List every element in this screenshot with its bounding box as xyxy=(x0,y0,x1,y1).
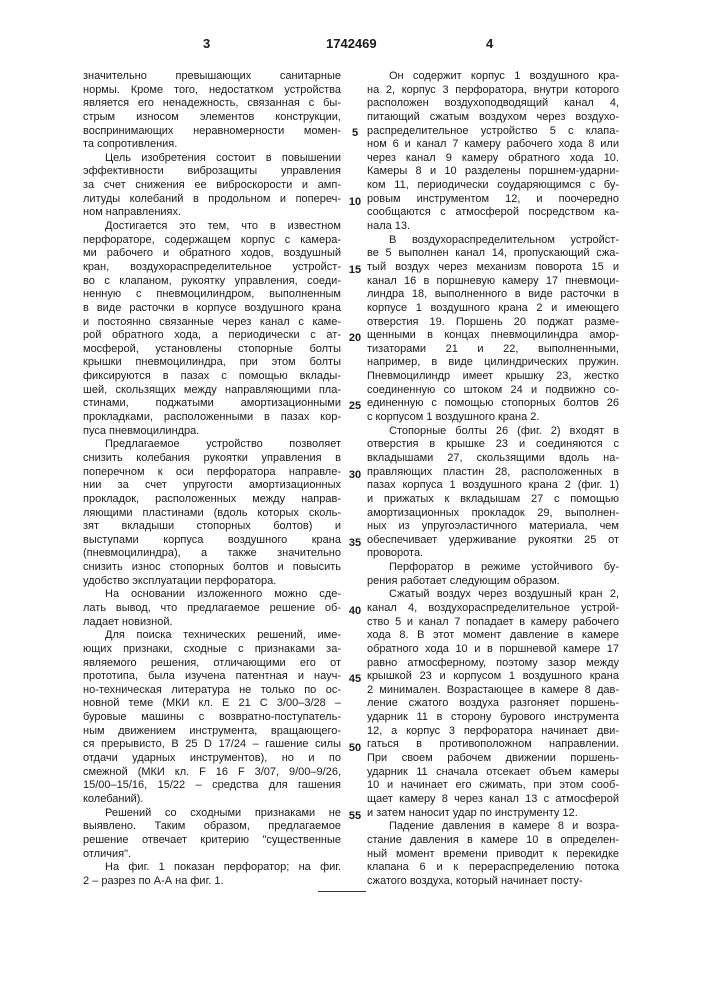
paragraph xyxy=(83,629,341,806)
text-line: сообщаются с атмосферой посредством ка- xyxy=(367,206,619,220)
paragraph xyxy=(83,861,341,888)
text-line: тизаторами 21 и 22, выполненными, xyxy=(367,343,619,357)
line-number: 20 xyxy=(342,332,368,344)
paragraph xyxy=(83,438,341,588)
text-line: выступами корпуса воздушного крана xyxy=(83,534,341,548)
text-line: стинами, поджатыми амортизационными xyxy=(83,397,341,411)
text-line: через канал 9 камеру обратного хода 10. xyxy=(367,152,619,166)
paragraph xyxy=(367,425,619,561)
text-line: мосферой, установлены стопорные болты xyxy=(83,343,341,357)
text-line: являемого решения, отличающими его от xyxy=(83,657,341,671)
text-line: отличия". xyxy=(83,848,341,862)
text-line: нормы. Кроме того, недостатком устройства xyxy=(83,84,341,98)
line-number: 40 xyxy=(342,605,368,617)
text-line: соединенную со штоком 24 и подвижно со- xyxy=(367,384,619,398)
text-line: 2 минимален. Возрастающее в камере 8 дав- xyxy=(367,684,619,698)
right-text-column xyxy=(367,70,619,888)
text-line: та сопротивления. xyxy=(83,138,341,152)
text-line: например, в виде цилиндрических пружин. xyxy=(367,356,619,370)
text-line: воспринимающих неравномерности момен- xyxy=(83,125,341,139)
separator-rule xyxy=(318,891,366,892)
paragraph xyxy=(83,220,341,438)
text-line: снизить колебания рукоятки управления в xyxy=(83,452,341,466)
text-line: рения работает следующим образом. xyxy=(367,575,619,589)
text-line: тый воздух через механизм поворота 15 и xyxy=(367,261,619,275)
text-line: В воздухораспределительном устройст- xyxy=(367,234,619,248)
text-line: снизить износ стопорных болтов и повысить xyxy=(83,561,341,575)
text-line: канал 16 в поршневую камеру 17 пневмоци- xyxy=(367,275,619,289)
text-line: ком 11, периодически соударяющимся с бу- xyxy=(367,179,619,193)
text-line: прокладок, расположенных между направ- xyxy=(83,493,341,507)
text-line: за счет снижения ее виброскорости и амп- xyxy=(83,179,341,193)
text-line: ненную с пневмоцилиндром, выполненным xyxy=(83,288,341,302)
text-line: обратного хода 10 и в поршневой камере 17 xyxy=(367,643,619,657)
paragraph xyxy=(367,561,619,588)
text-line: Сжатый воздух через воздушный кран 2, xyxy=(367,588,619,602)
text-line: гаться в противоположном направлении. xyxy=(367,738,619,752)
text-line: нала 13. xyxy=(367,220,619,234)
text-line: (пневмоцилиндра), а также значительно xyxy=(83,547,341,561)
text-line: в виде расточки в корпусе воздушного крана xyxy=(83,302,341,316)
text-line: ся прерывисто, В 25 D 17/24 – гашение силы xyxy=(83,738,341,752)
text-line: хода 8. В этот момент давление в камере xyxy=(367,629,619,643)
text-line: ударник 11 в сторону бурового инструмента xyxy=(367,711,619,725)
text-line: и прижатых к вкладышам 27 с помощью xyxy=(367,493,619,507)
text-line: равно атмосферному, поэтому зазор между xyxy=(367,657,619,671)
text-line: во с клапаном, рукоятку управления, соеди- xyxy=(83,275,341,289)
text-line: перфораторе, содержащем корпус с камера- xyxy=(83,234,341,248)
text-line: пазах корпуса 1 воздушного крана 2 (фиг. 1) xyxy=(367,479,619,493)
paragraph xyxy=(367,820,619,888)
paragraph xyxy=(367,234,619,425)
text-line: На фиг. 1 показан перфоратор; на фиг. xyxy=(83,861,341,875)
page-number-left: 3 xyxy=(203,36,210,51)
text-line: Стопорные болты 26 (фиг. 2) входят в xyxy=(367,425,619,439)
text-line: питающий сжатым воздухом через воздухо- xyxy=(367,111,619,125)
text-line: Камеры 8 и 10 разделены поршнем-ударни- xyxy=(367,165,619,179)
text-line: крышки пневмоцилиндра, при этом болты xyxy=(83,356,341,370)
text-line: прототипа, была изучена патентная и науч- xyxy=(83,670,341,684)
text-line: эффективности виброзащиты управления xyxy=(83,165,341,179)
text-line: Предлагаемое устройство позволяет xyxy=(83,438,341,452)
text-line: ве 5 выполнен канал 14, пропускающий сжа- xyxy=(367,247,619,261)
text-line: канал 4, воздухораспределительное устрой- xyxy=(367,602,619,616)
paragraph xyxy=(83,588,341,629)
text-line: рой обратного хода, а периодически с ат- xyxy=(83,329,341,343)
text-line: 15/00–15/16, 15/22 – средства для гашения xyxy=(83,779,341,793)
text-line: вкладышами 27, скользящими вдоль на- xyxy=(367,452,619,466)
text-line: Он содержит корпус 1 воздушного кра- xyxy=(367,70,619,84)
text-line: сжатого воздуха, который начинает посту- xyxy=(367,875,619,889)
paragraph xyxy=(83,807,341,862)
text-line: выявлено. Таким образом, предлагаемое xyxy=(83,820,341,834)
text-line: правляющих пластин 28, расположенных в xyxy=(367,466,619,480)
text-line: пуса пневмоцилиндра. xyxy=(83,425,341,439)
text-line: решение отвечает критерию "существенные xyxy=(83,834,341,848)
line-number: 35 xyxy=(342,537,368,549)
text-line: литуды колебаний в продольном и попереч- xyxy=(83,193,341,207)
text-line: ровым инструментом 12, и поочередно xyxy=(367,193,619,207)
paragraph xyxy=(83,152,341,220)
text-line: отдачи ударных инструментов), но и по xyxy=(83,752,341,766)
text-line: новной теме (МКИ кл. Е 21 С 3/00–3/28 – xyxy=(83,697,341,711)
text-line: ство 5 и канал 7 попадает в камеру рабочего xyxy=(367,616,619,630)
text-line: ударник 11 сначала отсекает объем камеры xyxy=(367,766,619,780)
text-line: ном направлениях. xyxy=(83,206,341,220)
text-line: ляющими пластинами (вдоль которых сколь- xyxy=(83,507,341,521)
text-line: стрым износом элементов конструкции, xyxy=(83,111,341,125)
text-line: колебаний). xyxy=(83,793,341,807)
line-number: 25 xyxy=(342,400,368,412)
text-line: буровые машины с возвратно-поступатель- xyxy=(83,711,341,725)
line-number: 10 xyxy=(342,196,368,208)
line-number: 45 xyxy=(342,673,368,685)
patent-number: 1742469 xyxy=(326,36,377,51)
text-line: щает камеру 8 через канал 13 с атмосферой xyxy=(367,793,619,807)
text-line: шей, скользящих между направляющими пла- xyxy=(83,384,341,398)
text-line: отверстия 19. Поршень 20 поджат разме- xyxy=(367,316,619,330)
text-line: фиксируются в пазах с помощью вклады- xyxy=(83,370,341,384)
text-line: ных из упругоэластичного материала, чем xyxy=(367,520,619,534)
text-line: Пневмоцилиндр имеет крышку 23, жестко xyxy=(367,370,619,384)
text-line: Решений со сходными признаками не xyxy=(83,807,341,821)
text-line: щенными в концах пневмоцилиндра амор- xyxy=(367,329,619,343)
text-line: ладает новизной. xyxy=(83,616,341,630)
text-line: нии за счет упругости амортизационных xyxy=(83,479,341,493)
text-line: с корпусом 1 воздушного крана 2. xyxy=(367,411,619,425)
text-line: 2 – разрез по А-А на фиг. 1. xyxy=(83,875,341,889)
text-line: 10 и начинает его сжимать, при этом сооб- xyxy=(367,779,619,793)
text-line: значительно превышающих санитарные xyxy=(83,70,341,84)
text-line: отверстия в крышке 23 и соединяются с xyxy=(367,438,619,452)
text-line: проворота. xyxy=(367,547,619,561)
text-line: поперечном к оси перфоратора направле- xyxy=(83,466,341,480)
text-line: ным движением инструмента, вращающего- xyxy=(83,725,341,739)
text-line: единенную с помощью стопорных болтов 26 xyxy=(367,397,619,411)
text-line: На основании изложенного можно сде- xyxy=(83,588,341,602)
text-line: амортизационных прокладок 29, выполнен- xyxy=(367,507,619,521)
line-number: 15 xyxy=(342,264,368,276)
text-line: является его ненадежность, связанная с бы- xyxy=(83,97,341,111)
line-number: 30 xyxy=(342,469,368,481)
text-line: лать вывод, что предлагаемое решение об- xyxy=(83,602,341,616)
text-line: Перфоратор в режиме устойчивого бу- xyxy=(367,561,619,575)
text-line: кран, воздухораспределительное устройст- xyxy=(83,261,341,275)
text-line: зят вкладыши стопорных болтов) и xyxy=(83,520,341,534)
line-number: 5 xyxy=(342,127,368,139)
text-line: ми рабочего и обратного ходов, воздушный xyxy=(83,247,341,261)
text-line: Цель изобретения состоит в повышении xyxy=(83,152,341,166)
text-line: стание давления в камере 10 в определен- xyxy=(367,834,619,848)
text-line: При своем рабочем движении поршень- xyxy=(367,752,619,766)
text-line: крышкой 23 и корпусом 1 воздушного крана xyxy=(367,670,619,684)
text-line: ном 6 и канал 7 камеру рабочего хода 8 или xyxy=(367,138,619,152)
paragraph xyxy=(367,70,619,234)
text-line: распределительное устройство 5 с клапа- xyxy=(367,125,619,139)
text-line: линдра 18, выполненного в виде расточки в xyxy=(367,288,619,302)
text-line: но-техническая литература не только по ос- xyxy=(83,684,341,698)
text-line: ный момент времени приводит к перекидке xyxy=(367,848,619,862)
text-line: 12, а корпус 3 перфоратора начинает дви- xyxy=(367,725,619,739)
paragraph xyxy=(367,588,619,820)
text-line: и затем наносит удар по инструменту 12. xyxy=(367,807,619,821)
text-line: расположен воздухоподводящий канал 4, xyxy=(367,97,619,111)
page-number-right: 4 xyxy=(486,36,493,51)
text-line: Падение давления в камере 8 и возра- xyxy=(367,820,619,834)
text-line: корпусе 1 воздушного крана 2 и имеющего xyxy=(367,302,619,316)
text-line: Для поиска технических решений, име- xyxy=(83,629,341,643)
paragraph xyxy=(83,70,341,152)
text-line: и постоянно связанные через канал с каме- xyxy=(83,316,341,330)
line-number: 50 xyxy=(342,742,368,754)
text-line: смежной (МКИ кл. F 16 F 3/07, 9/00–9/26, xyxy=(83,766,341,780)
line-number: 55 xyxy=(342,810,368,822)
text-line: Достигается это тем, что в известном xyxy=(83,220,341,234)
text-line: обеспечивает удерживание рукоятки 25 от xyxy=(367,534,619,548)
text-line: на 2, корпус 3 перфоратора, внутри которого xyxy=(367,84,619,98)
text-line: ющих признаки, сходные с признаками за- xyxy=(83,643,341,657)
left-text-column xyxy=(83,70,341,888)
text-line: ление сжатого воздуха разгоняет поршень- xyxy=(367,697,619,711)
text-line: прокладками, расположенными в пазах кор- xyxy=(83,411,341,425)
text-line: удобство эксплуатации перфоратора. xyxy=(83,575,341,589)
text-line: клапана 6 и к перераспределению потока xyxy=(367,861,619,875)
